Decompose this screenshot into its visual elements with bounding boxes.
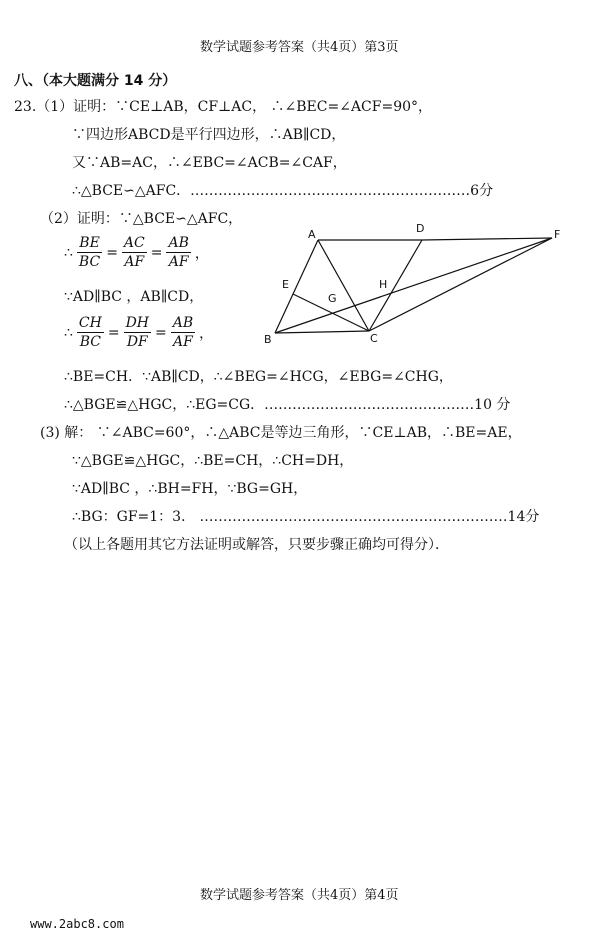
label-a: A — [308, 228, 316, 241]
comma: ， — [194, 245, 209, 262]
label-h: H — [379, 278, 388, 291]
numerator: DH — [125, 315, 150, 331]
denominator: BC — [79, 334, 102, 350]
fraction — [122, 234, 147, 271]
part3-line4: ∴BG：GF=1：3． …………………………………………………………14分 — [72, 509, 540, 525]
part2-line4: ∴△BGE≌△HGC，∴EG=CG．………………………………………10 分 — [64, 397, 511, 413]
numerator: AC — [123, 235, 145, 251]
label-g: G — [328, 292, 337, 305]
part3-line1: (3) 解： ∵∠ABC=60°，∴△ABC是等边三角形，∵CE⊥AB，∴BE=AE， — [40, 425, 522, 441]
denominator: AF — [173, 334, 193, 350]
part2-line3: ∴BE=CH．∵AB∥CD，∴∠BEG=∠HCG，∠EBG=∠CHG， — [64, 369, 453, 385]
fraction — [77, 314, 104, 351]
numerator: BE — [79, 235, 100, 251]
numerator: AB — [172, 315, 194, 331]
part1-line3: 又∵AB=AC，∴∠EBC=∠ACB=∠CAF， — [72, 155, 347, 171]
part1-line4: ∴△BCE∽△AFC．……………………………………………………6分 — [72, 183, 494, 199]
footer-url[interactable]: www.2abc8.com — [30, 917, 124, 931]
fraction-equation-2 — [64, 314, 215, 351]
part2-line1: （2）证明：∵△BCE∽△AFC， — [40, 211, 243, 227]
equals-sign: = — [107, 324, 120, 341]
closing-note: （以上各题用其它方法证明或解答，只要步骤正确均可得分）． — [64, 537, 449, 553]
fraction — [166, 234, 190, 271]
denominator: BC — [78, 254, 101, 270]
segment-df — [422, 238, 552, 240]
fraction — [77, 234, 102, 271]
part3-line2: ∵△BGE≌△HGC，∴BE=CH，∴CH=DH， — [72, 453, 354, 469]
equals-sign: = — [155, 324, 167, 341]
fraction-equation-1 — [64, 234, 211, 271]
therefore-symbol: ∴ — [64, 244, 73, 261]
fraction — [124, 314, 151, 351]
equals-sign: = — [150, 244, 163, 261]
label-b: B — [264, 333, 272, 344]
label-c: C — [370, 332, 378, 344]
page-header-bottom: 数学试题参考答案（共4页）第4页 — [200, 888, 399, 903]
section-title: 八、（本大题满分 14 分） — [14, 73, 177, 89]
numerator: AB — [168, 235, 189, 251]
denominator: AF — [124, 254, 145, 270]
part1-line1: 23.（1）证明：∵CE⊥AB，CF⊥AC， ∴∠BEC=∠ACF=90°， — [14, 99, 433, 115]
denominator: DF — [126, 334, 148, 350]
numerator: CH — [78, 315, 102, 331]
part1-line2: ∵四边形ABCD是平行四边形，∴AB∥CD， — [72, 127, 346, 143]
therefore-symbol: ∴ — [64, 324, 73, 341]
fraction — [171, 314, 195, 351]
equals-sign: = — [106, 244, 118, 261]
segment-bc — [275, 331, 369, 333]
segment-ac — [318, 240, 369, 331]
geometry-figure — [262, 222, 562, 344]
label-d: D — [416, 222, 425, 235]
segment-bf — [275, 238, 552, 333]
part2-line2: ∵AD∥BC ，AB∥CD， — [64, 289, 204, 305]
part3-line3: ∵AD∥BC ，∴BH=FH，∵BG=GH， — [72, 481, 308, 497]
comma: ， — [199, 325, 214, 342]
label-f: F — [554, 228, 561, 241]
label-e: E — [282, 278, 289, 291]
denominator: AF — [168, 254, 189, 270]
page-header-top: 数学试题参考答案（共4页）第3页 — [200, 40, 399, 55]
